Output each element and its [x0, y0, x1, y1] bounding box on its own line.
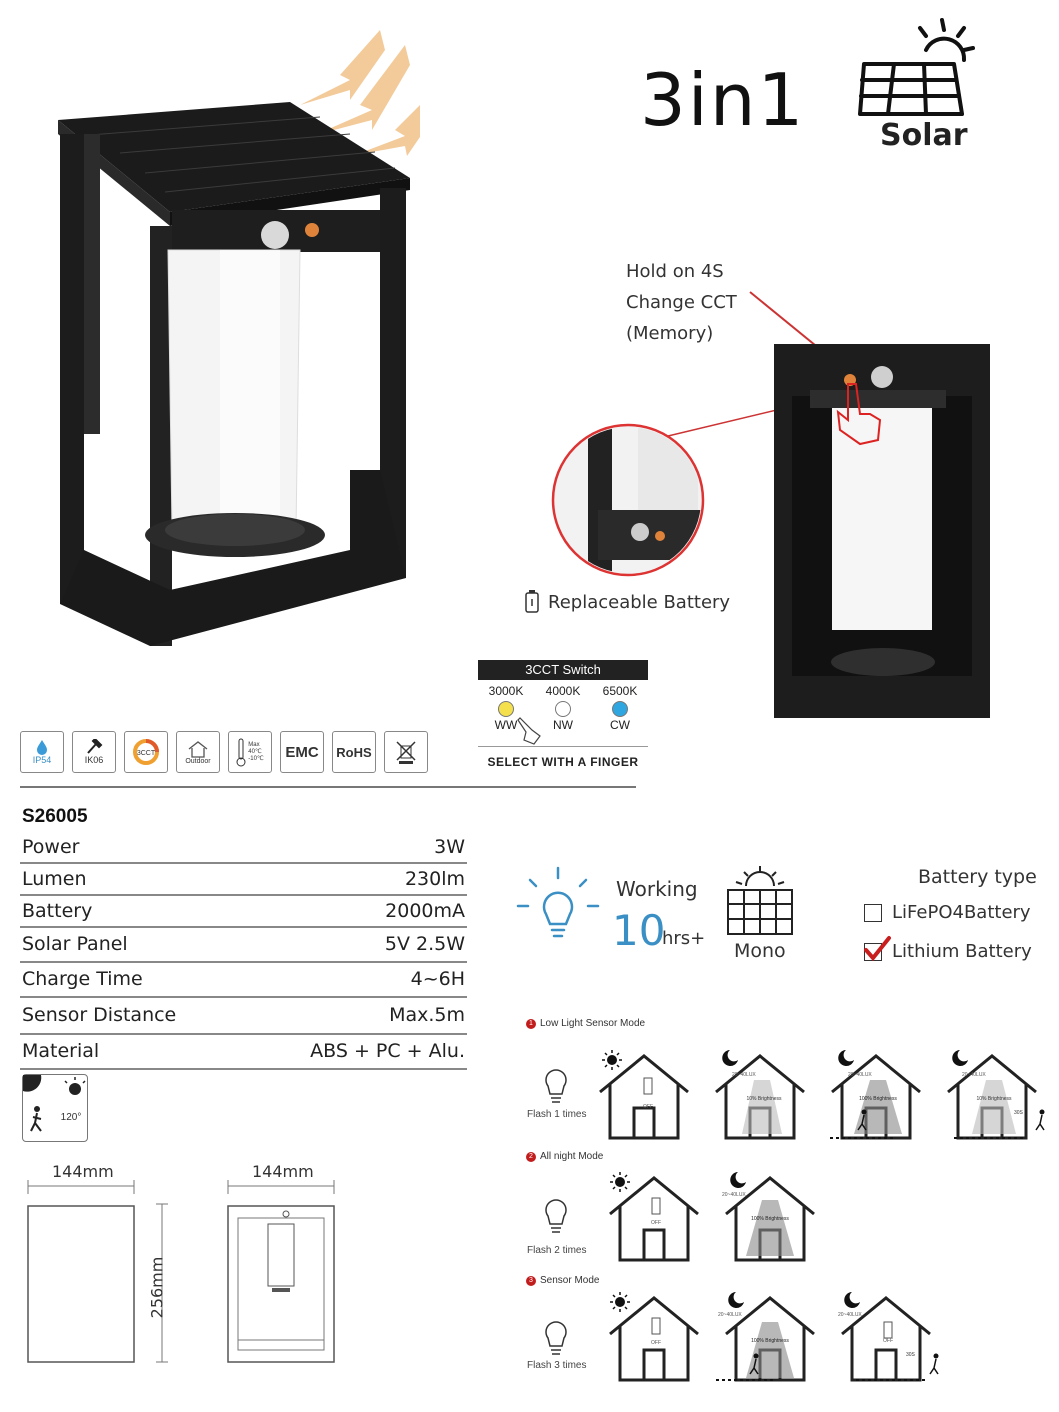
mode-2-label: All night Mode [540, 1151, 604, 1162]
mono-panel-sun-icon [722, 866, 798, 938]
cct-temp: 3000K [488, 684, 524, 698]
lithium-checkbox[interactable] [864, 943, 882, 961]
spec-label: Lumen [22, 868, 87, 890]
headline-3in1: 3in1 [640, 58, 806, 142]
sensor-angle-badge [22, 1074, 88, 1142]
house-lux-label-3: 20~40LUX [962, 1072, 986, 1078]
hammer-icon [85, 739, 103, 755]
spec-label: Battery [22, 900, 93, 922]
temp-max: Max [248, 741, 260, 748]
house-icon [187, 740, 209, 758]
cct-dot-cw [612, 701, 628, 717]
callout-line-1: Hold on 4S [626, 261, 724, 282]
spec-row-lumen [20, 864, 467, 896]
spec-label: Material [22, 1040, 100, 1062]
weee-badge [384, 731, 428, 773]
house-lux-label-5: 20~40LUX [718, 1312, 742, 1318]
house-off-label-4: OFF [883, 1338, 893, 1344]
cct-dot-nw [555, 701, 571, 717]
spec-label: Solar Panel [22, 933, 128, 955]
dim-width-front: 144mm [252, 1162, 314, 1181]
certification-icons [20, 731, 428, 773]
spec-value: 230lm [404, 868, 465, 890]
rohs-badge: RoHS [332, 731, 376, 773]
mode-1-title [526, 1018, 645, 1029]
lifepo4-label: LiFePO4Battery [892, 902, 1031, 923]
checkmark-icon [863, 934, 891, 962]
cct-select-hint: SELECT WITH A FINGER [487, 755, 639, 769]
working-hours-value: 10 [612, 906, 666, 955]
temperature-badge [228, 731, 272, 773]
spec-value: Max.5m [389, 1004, 465, 1026]
product-lamp-image [50, 30, 420, 650]
battery-option-lifepo4[interactable] [864, 902, 1031, 923]
mode-3-label: Sensor Mode [540, 1275, 600, 1286]
outdoor-badge [176, 731, 220, 773]
lamp-detail-image [548, 280, 998, 720]
spec-value: 5V 2.5W [384, 933, 465, 955]
cct-switch-title: 3CCT Switch [478, 660, 648, 680]
crossed-bin-icon [395, 740, 417, 764]
spec-value: 4~6H [410, 968, 465, 990]
spec-value: 3W [434, 836, 465, 858]
dimension-drawing [20, 1180, 360, 1370]
house-100-label-2: 100% Brightness [751, 1216, 789, 1222]
mode-3-title [526, 1275, 599, 1286]
lifepo4-checkbox[interactable] [864, 904, 882, 922]
temp-hi: 40℃ [248, 748, 262, 755]
mode-1-number: 1 [526, 1019, 536, 1029]
mode-1-flash: Flash 1 times [527, 1109, 587, 1120]
house-10-label: 10% Brightness [746, 1096, 782, 1102]
ik06-badge [72, 731, 116, 773]
spec-value: ABS + PC + Alu. [310, 1040, 465, 1062]
cct-code: CW [610, 718, 630, 732]
thermometer-icon [236, 737, 246, 767]
house-100-label: 100% Brightness [859, 1096, 897, 1102]
cct-options [478, 684, 648, 732]
3cct-text: 3CCT [136, 750, 156, 757]
mode-2-title [526, 1151, 603, 1162]
spec-row-charge-time [20, 963, 467, 998]
mono-label: Mono [734, 940, 786, 962]
ik06-label: IK06 [84, 755, 104, 765]
house-lux-label: 20~40LUX [732, 1072, 756, 1078]
sensor-angle-text: 120° [60, 1112, 82, 1123]
house-30s-label-2: 30S [906, 1352, 915, 1358]
cct-temp: 4000K [545, 684, 581, 698]
3cct-ring-icon [132, 738, 160, 766]
house-lux-label-4: 20~40LUX [722, 1192, 746, 1198]
lithium-label: Lithium Battery [892, 941, 1032, 962]
house-off-label-3: OFF [651, 1340, 661, 1346]
battery-option-lithium[interactable] [864, 941, 1032, 962]
3cct-badge [124, 731, 168, 773]
ip54-label: IP54 [32, 755, 52, 765]
ip54-badge [20, 731, 64, 773]
mode-3-bulb-icon [540, 1314, 572, 1358]
working-label: Working [616, 877, 698, 901]
spec-row-power [20, 832, 467, 864]
moon-sun-person-icon [23, 1075, 87, 1141]
mode-3-flash: Flash 3 times [527, 1360, 587, 1371]
spec-label: Charge Time [22, 968, 143, 990]
emc-badge: EMC [280, 731, 324, 773]
dim-width-side: 144mm [52, 1162, 114, 1181]
spec-row-material [20, 1035, 467, 1070]
cct-code: WW [494, 718, 518, 732]
section-divider [20, 786, 636, 788]
battery-type-title: Battery type [918, 866, 1037, 888]
house-30s-label: 30S [1014, 1110, 1023, 1116]
outdoor-label: Outdoor [185, 757, 211, 765]
solar-panel-sun-icon [856, 14, 976, 124]
spec-label: Power [22, 836, 80, 858]
finger-icon [512, 716, 544, 746]
cct-dot-ww [498, 701, 514, 717]
mode-diagrams [596, 1040, 1056, 1390]
spec-table [20, 832, 467, 1070]
temp-lo: -10℃ [248, 755, 264, 762]
replaceable-battery-label: Replaceable Battery [548, 592, 731, 613]
mode-1-bulb-icon [540, 1062, 572, 1106]
spec-value: 2000mA [385, 900, 465, 922]
dim-height: 256mm [147, 1256, 167, 1319]
house-lux-label-2: 20~40LUX [848, 1072, 872, 1078]
house-100-label-3: 100% Brightness [751, 1338, 789, 1344]
cct-switch-panel [478, 660, 648, 769]
mode-1-label: Low Light Sensor Mode [540, 1018, 646, 1029]
spec-row-solar-panel [20, 928, 467, 963]
model-number: S26005 [22, 806, 88, 827]
mode-2-flash: Flash 2 times [527, 1245, 587, 1256]
cct-code: NW [553, 718, 573, 732]
solar-label: Solar [880, 118, 968, 153]
mode-2-number: 2 [526, 1152, 536, 1162]
mode-3-number: 3 [526, 1276, 536, 1286]
working-hours-unit: hrs+ [662, 928, 706, 949]
battery-icon [524, 590, 540, 614]
house-10-label-2: 10% Brightness [976, 1096, 1012, 1102]
house-lux-label-6: 20~40LUX [838, 1312, 862, 1318]
spec-row-sensor-distance [20, 998, 467, 1035]
spec-label: Sensor Distance [22, 1004, 177, 1026]
house-off-label-2: OFF [651, 1220, 661, 1226]
light-bulb-icon [516, 866, 600, 950]
callout-line-2: Change CCT [626, 292, 737, 313]
spec-row-battery [20, 896, 467, 928]
house-off-label: OFF [643, 1104, 653, 1110]
callout-line-3: (Memory) [626, 323, 714, 344]
cct-temp: 6500K [602, 684, 638, 698]
cct-option-cw[interactable] [592, 684, 648, 732]
water-drop-icon [35, 739, 49, 755]
mode-2-bulb-icon [540, 1192, 572, 1236]
